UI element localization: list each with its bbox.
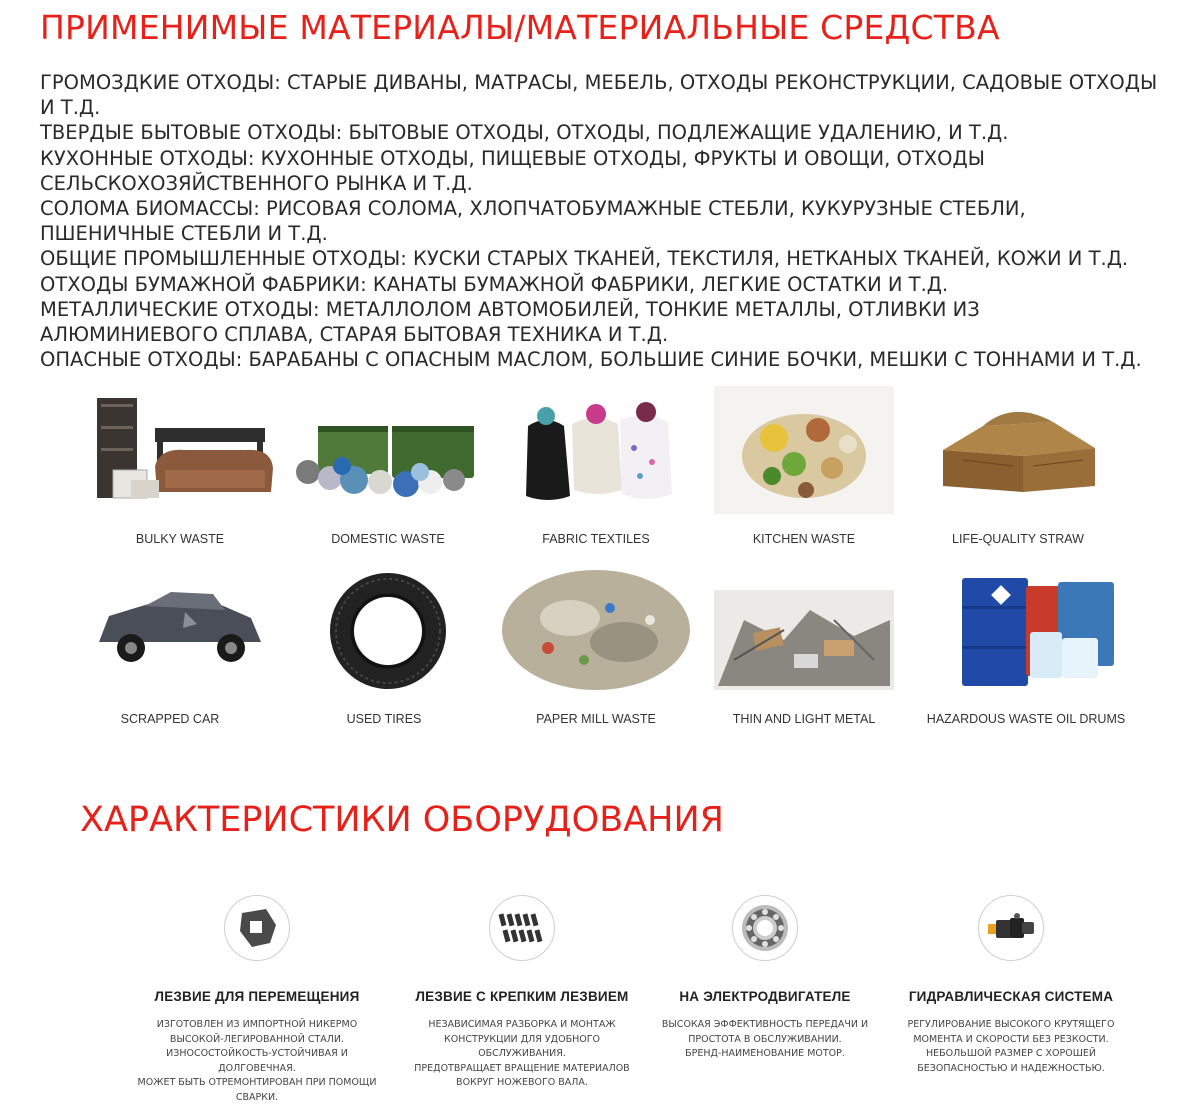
gallery-caption: SCRAPPED CAR [120, 712, 220, 726]
oil-drums-image [922, 572, 1134, 690]
bearing-icon [732, 895, 798, 961]
material-line: ОБЩИЕ ПРОМЫШЛЕННЫЕ ОТХОДЫ: КУСКИ СТАРЫХ ТКАНЕЙ, ТЕКСТИЛЯ, НЕТКАНЫХ ТКАНЕЙ, КОЖИ И Т.Д. [40, 247, 1129, 271]
hydraulic-pump-icon [978, 895, 1044, 961]
used-tires-image [282, 566, 494, 696]
feature-title: ЛЕЗВИЕ С КРЕПКИМ ЛЕЗВИЕМ [415, 989, 629, 1004]
blade-icon [224, 895, 290, 961]
material-line: ГРОМОЗДКИЕ ОТХОДЫ: СТАРЫЕ ДИВАНЫ, МАТРАСЫ, МЕБЕЛЬ, ОТХОДЫ РЕКОНСТРУКЦИИ, САДОВЫЕ ОТХОДЫ И Т.Д. [40, 71, 1158, 120]
kitchen-waste-image [698, 386, 910, 514]
gallery-caption: PAPER MILL WASTE [536, 712, 656, 726]
feature-hydraulic-system [886, 895, 1136, 1076]
feature-title: ЛЕЗВИЕ ДЛЯ ПЕРЕМЕЩЕНИЯ [154, 989, 360, 1004]
material-line: СОЛОМА БИОМАССЫ: РИСОВАЯ СОЛОМА, ХЛОПЧАТОБУМАЖНЫЕ СТЕБЛИ, КУКУРУЗНЫЕ СТЕБЛИ, ПШЕНИЧНЫЕ СТЕБЛИ И Т.Д. [40, 197, 1026, 246]
bulky-waste-image [74, 386, 286, 514]
gallery-caption: USED TIRES [346, 712, 422, 726]
straw-image [912, 386, 1124, 514]
feature-strong-blade [397, 895, 647, 1091]
materials-list [40, 70, 1160, 372]
feature-description: ИЗГОТОВЛЕН ИЗ ИМПОРТНОЙ НИКЕРМО ВЫСОКОЙ-ЛЕГИРОВАННОЙ СТАЛИ. ИЗНОСОСТОЙКОСТЬ-УСТОЙЧИВАЯ И ДОЛГОВЕЧНАЯ. МОЖЕТ БЫТЬ ОТРЕМОНТИРОВАН ПРИ ПОМОЩИ СВАРКИ. [137, 1019, 377, 1103]
material-line: КУХОННЫЕ ОТХОДЫ: КУХОННЫЕ ОТХОДЫ, ПИЩЕВЫЕ ОТХОДЫ, ФРУКТЫ И ОВОЩИ, ОТХОДЫ СЕЛЬСКОХОЗЯЙСТВЕННОГО РЫНКА И Т.Д. [40, 146, 985, 195]
scrapped-car-image [74, 572, 286, 672]
gallery-caption: FABRIC TEXTILES [542, 532, 650, 546]
feature-description: ВЫСОКАЯ ЭФФЕКТИВНОСТЬ ПЕРЕДАЧИ И ПРОСТОТА В ОБСЛУЖИВАНИИ. БРЕНД-НАИМЕНОВАНИЕ МОТОР. [661, 1019, 869, 1059]
fabric-textiles-image [490, 386, 702, 514]
gallery-caption: HAZARDOUS WASTE OIL DRUMS [926, 712, 1126, 726]
paper-mill-waste-image [490, 568, 702, 692]
section-title-materials: ПРИМЕНИМЫЕ МАТЕРИАЛЫ/МАТЕРИАЛЬНЫЕ СРЕДСТВА [40, 8, 1000, 47]
feature-title: ГИДРАВЛИЧЕСКАЯ СИСТЕМА [908, 989, 1114, 1004]
material-line: ОПАСНЫЕ ОТХОДЫ: БАРАБАНЫ С ОПАСНЫМ МАСЛОМ, БОЛЬШИЕ СИНИЕ БОЧКИ, МЕШКИ С ТОННАМИ И Т.Д. [40, 348, 1142, 372]
domestic-waste-image [282, 386, 494, 514]
material-line: МЕТАЛЛИЧЕСКИЕ ОТХОДЫ: МЕТАЛЛОЛОМ АВТОМОБИЛЕЙ, ТОНКИЕ МЕТАЛЛЫ, ОТЛИВКИ ИЗ АЛЮМИНИЕВОГО СПЛАВА, СТАРАЯ БЫТОВАЯ ТЕХНИКА И Т.Д. [40, 297, 980, 347]
feature-title: НА ЭЛЕКТРОДВИГАТЕЛЕ [679, 989, 851, 1004]
gallery-caption: THIN AND LIGHT METAL [732, 712, 876, 726]
feature-description: РЕГУЛИРОВАНИЕ ВЫСОКОГО КРУТЯЩЕГО МОМЕНТА И СКОРОСТИ БЕЗ РЕЗКОСТИ. НЕБОЛЬШОЙ РАЗМЕР С ХОРОШЕЙ БЕЗОПАСНОСТЬЮ И НАДЕЖНОСТЬЮ. [907, 1019, 1115, 1074]
material-line: ОТХОДЫ БУМАЖНОЙ ФАБРИКИ: КАНАТЫ БУМАЖНОЙ ФАБРИКИ, ЛЕГКИЕ ОСТАТКИ И Т.Д. [40, 272, 949, 296]
gallery-caption: KITCHEN WASTE [752, 532, 856, 546]
gallery-caption: DOMESTIC WASTE [331, 532, 445, 546]
material-line: ТВЕРДЫЕ БЫТОВЫЕ ОТХОДЫ: БЫТОВЫЕ ОТХОДЫ, ОТХОДЫ, ПОДЛЕЖАЩИЕ УДАЛЕНИЮ, И Т.Д. [40, 121, 1009, 145]
gallery-caption: LIFE-QUALITY STRAW [952, 532, 1084, 546]
section-title-features: ХАРАКТЕРИСТИКИ ОБОРУДОВАНИЯ [80, 800, 724, 840]
feature-moving-blade [132, 895, 382, 1105]
feature-motor [640, 895, 890, 1062]
thin-light-metal-image [698, 590, 910, 690]
gallery-caption: BULKY WASTE [135, 532, 225, 546]
knife-shaft-icon [489, 895, 555, 961]
feature-description: НЕЗАВИСИМАЯ РАЗБОРКА И МОНТАЖ КОНСТРУКЦИИ ДЛЯ УДОБНОГО ОБСЛУЖИВАНИЯ. ПРЕДОТВРАЩАЕТ ВРАЩЕНИЕ МАТЕРИАЛОВ ВОКРУГ НОЖЕВОГО ВАЛА. [414, 1019, 630, 1088]
